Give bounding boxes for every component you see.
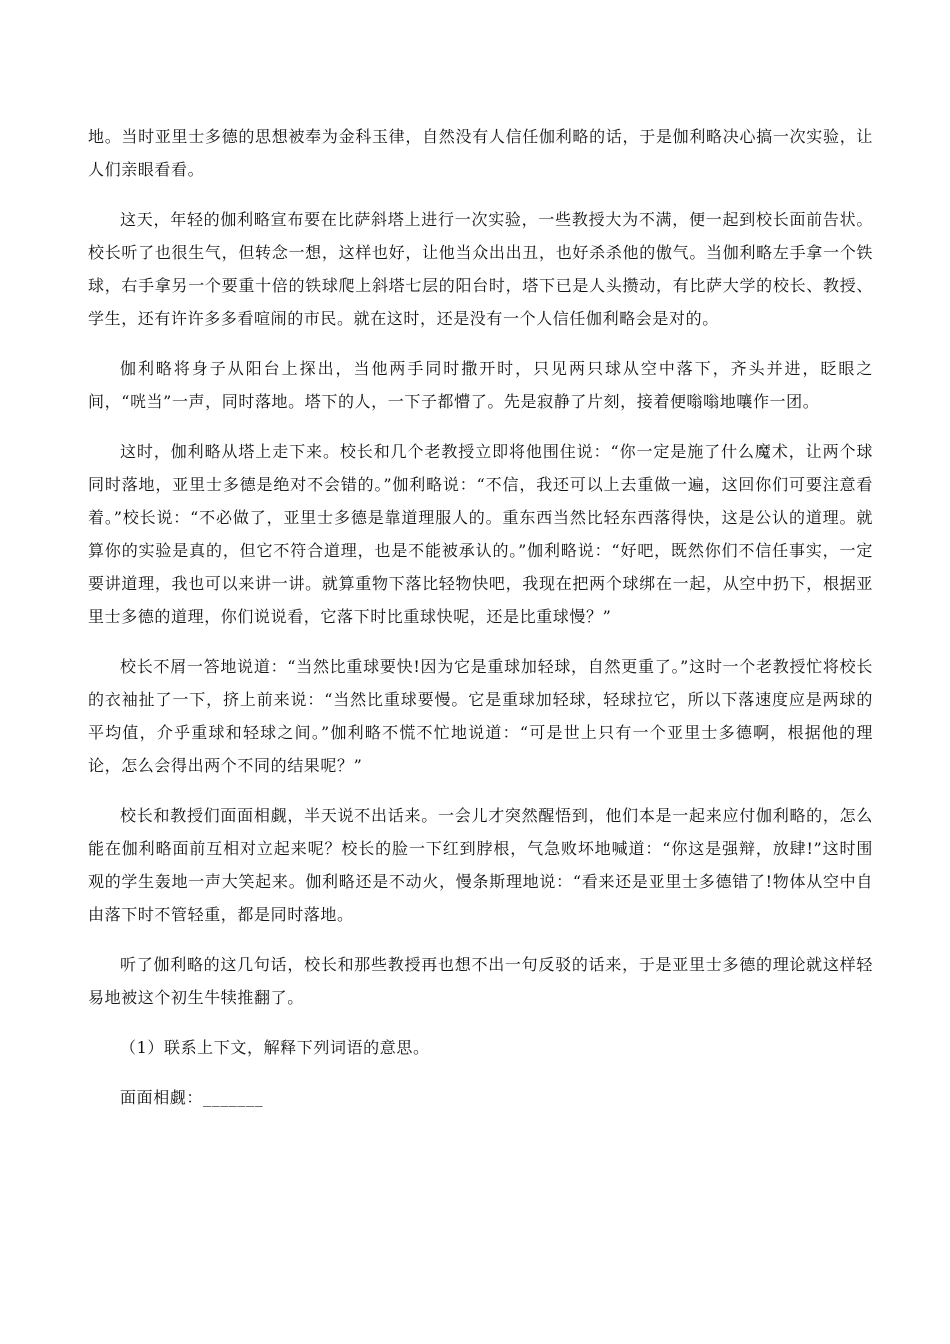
question-1: （1）联系上下文，解释下列词语的意思。 [120,1038,430,1057]
paragraph-4: 这时，伽利略从塔上走下来。校长和几个老教授立即将他围住说：“你一定是施了什么魔术，让两个球同时落地，亚里士多德是绝对不会错的。”伽利略说：“不信，我还可以上去重做一遍，这回你们可要注意看着。”校长说：“不必做了，亚里士多德是靠道理服人的。重东西当然比轻东西落得快，这是公认的道理。就算你的实验是真的，但它不符合道理，也是不能被承认的。”伽利略说：“好吧，既然你们不信任事实，一定要讲道理，我也可以来讲一讲。就算重物下落比轻物快吧，我现在把两个球绑在一起，从空中扔下，根据亚里士多德的道理，你们说说看，它落下时比重球快呢，还是比重球慢？” [88,442,873,626]
paragraph-7: 听了伽利略的这几句话，校长和那些教授再也想不出一句反驳的话来，于是亚里士多德的理论就这样轻易地被这个初生牛犊推翻了。 [88,955,873,1007]
paragraph-5: 校长不屑一答地说道：“当然比重球要快!因为它是重球加轻球，自然更重了。”这时一个老教授忙将校长的衣袖扯了一下，挤上前来说：“当然比重球要慢。它是重球加轻球，轻球拉它，所以下落速度应是两球的平均值，介乎重球和轻球之间。”伽利略不慌不忙地说道：“可是世上只有一个亚里士多德啊，根据他的理论，怎么会得出两个不同的结果呢？” [88,657,873,775]
answer-prompt: 面面相觑：_______ [120,1088,264,1107]
paragraph-6: 校长和教授们面面相觑，半天说不出话来。一会儿才突然醒悟到，他们本是一起来应付伽利略的，怎么能在伽利略面前互相对立起来呢？校长的脸一下红到脖根，气急败坏地喊道：“你这是强辩，放肆!”这时围观的学生轰地一声大笑起来。伽利略还是不动火，慢条斯理地说：“看来还是亚里士多德错了!物体从空中自由落下时不管轻重，都是同时落地。 [88,806,873,924]
document-body [88,120,873,1114]
paragraph-2: 这天，年轻的伽利略宣布要在比萨斜塔上进行一次实验，一些教授大为不满，便一起到校长面前告状。校长听了也很生气，但转念一想，这样也好，让他当众出出丑，也好杀杀他的傲气。当伽利略左手拿一个铁球，右手拿另一个要重十倍的铁球爬上斜塔七层的阳台时，塔下已是人头攒动，有比萨大学的校长、教授、学生，还有许许多多看喧闹的市民。就在这时，还是没有一个人信任伽利略会是对的。 [88,210,873,328]
paragraph-3: 伽利略将身子从阳台上探出，当他两手同时撒开时，只见两只球从空中落下，齐头并进，眨眼之间，“咣当”一声，同时落地。塔下的人，一下子都懵了。先是寂静了片刻，接着便嗡嗡地嚷作一团。 [88,359,873,411]
paragraph-1: 地。当时亚里士多德的思想被奉为金科玉律，自然没有人信任伽利略的话，于是伽利略决心搞一次实验，让人们亲眼看看。 [88,127,873,179]
